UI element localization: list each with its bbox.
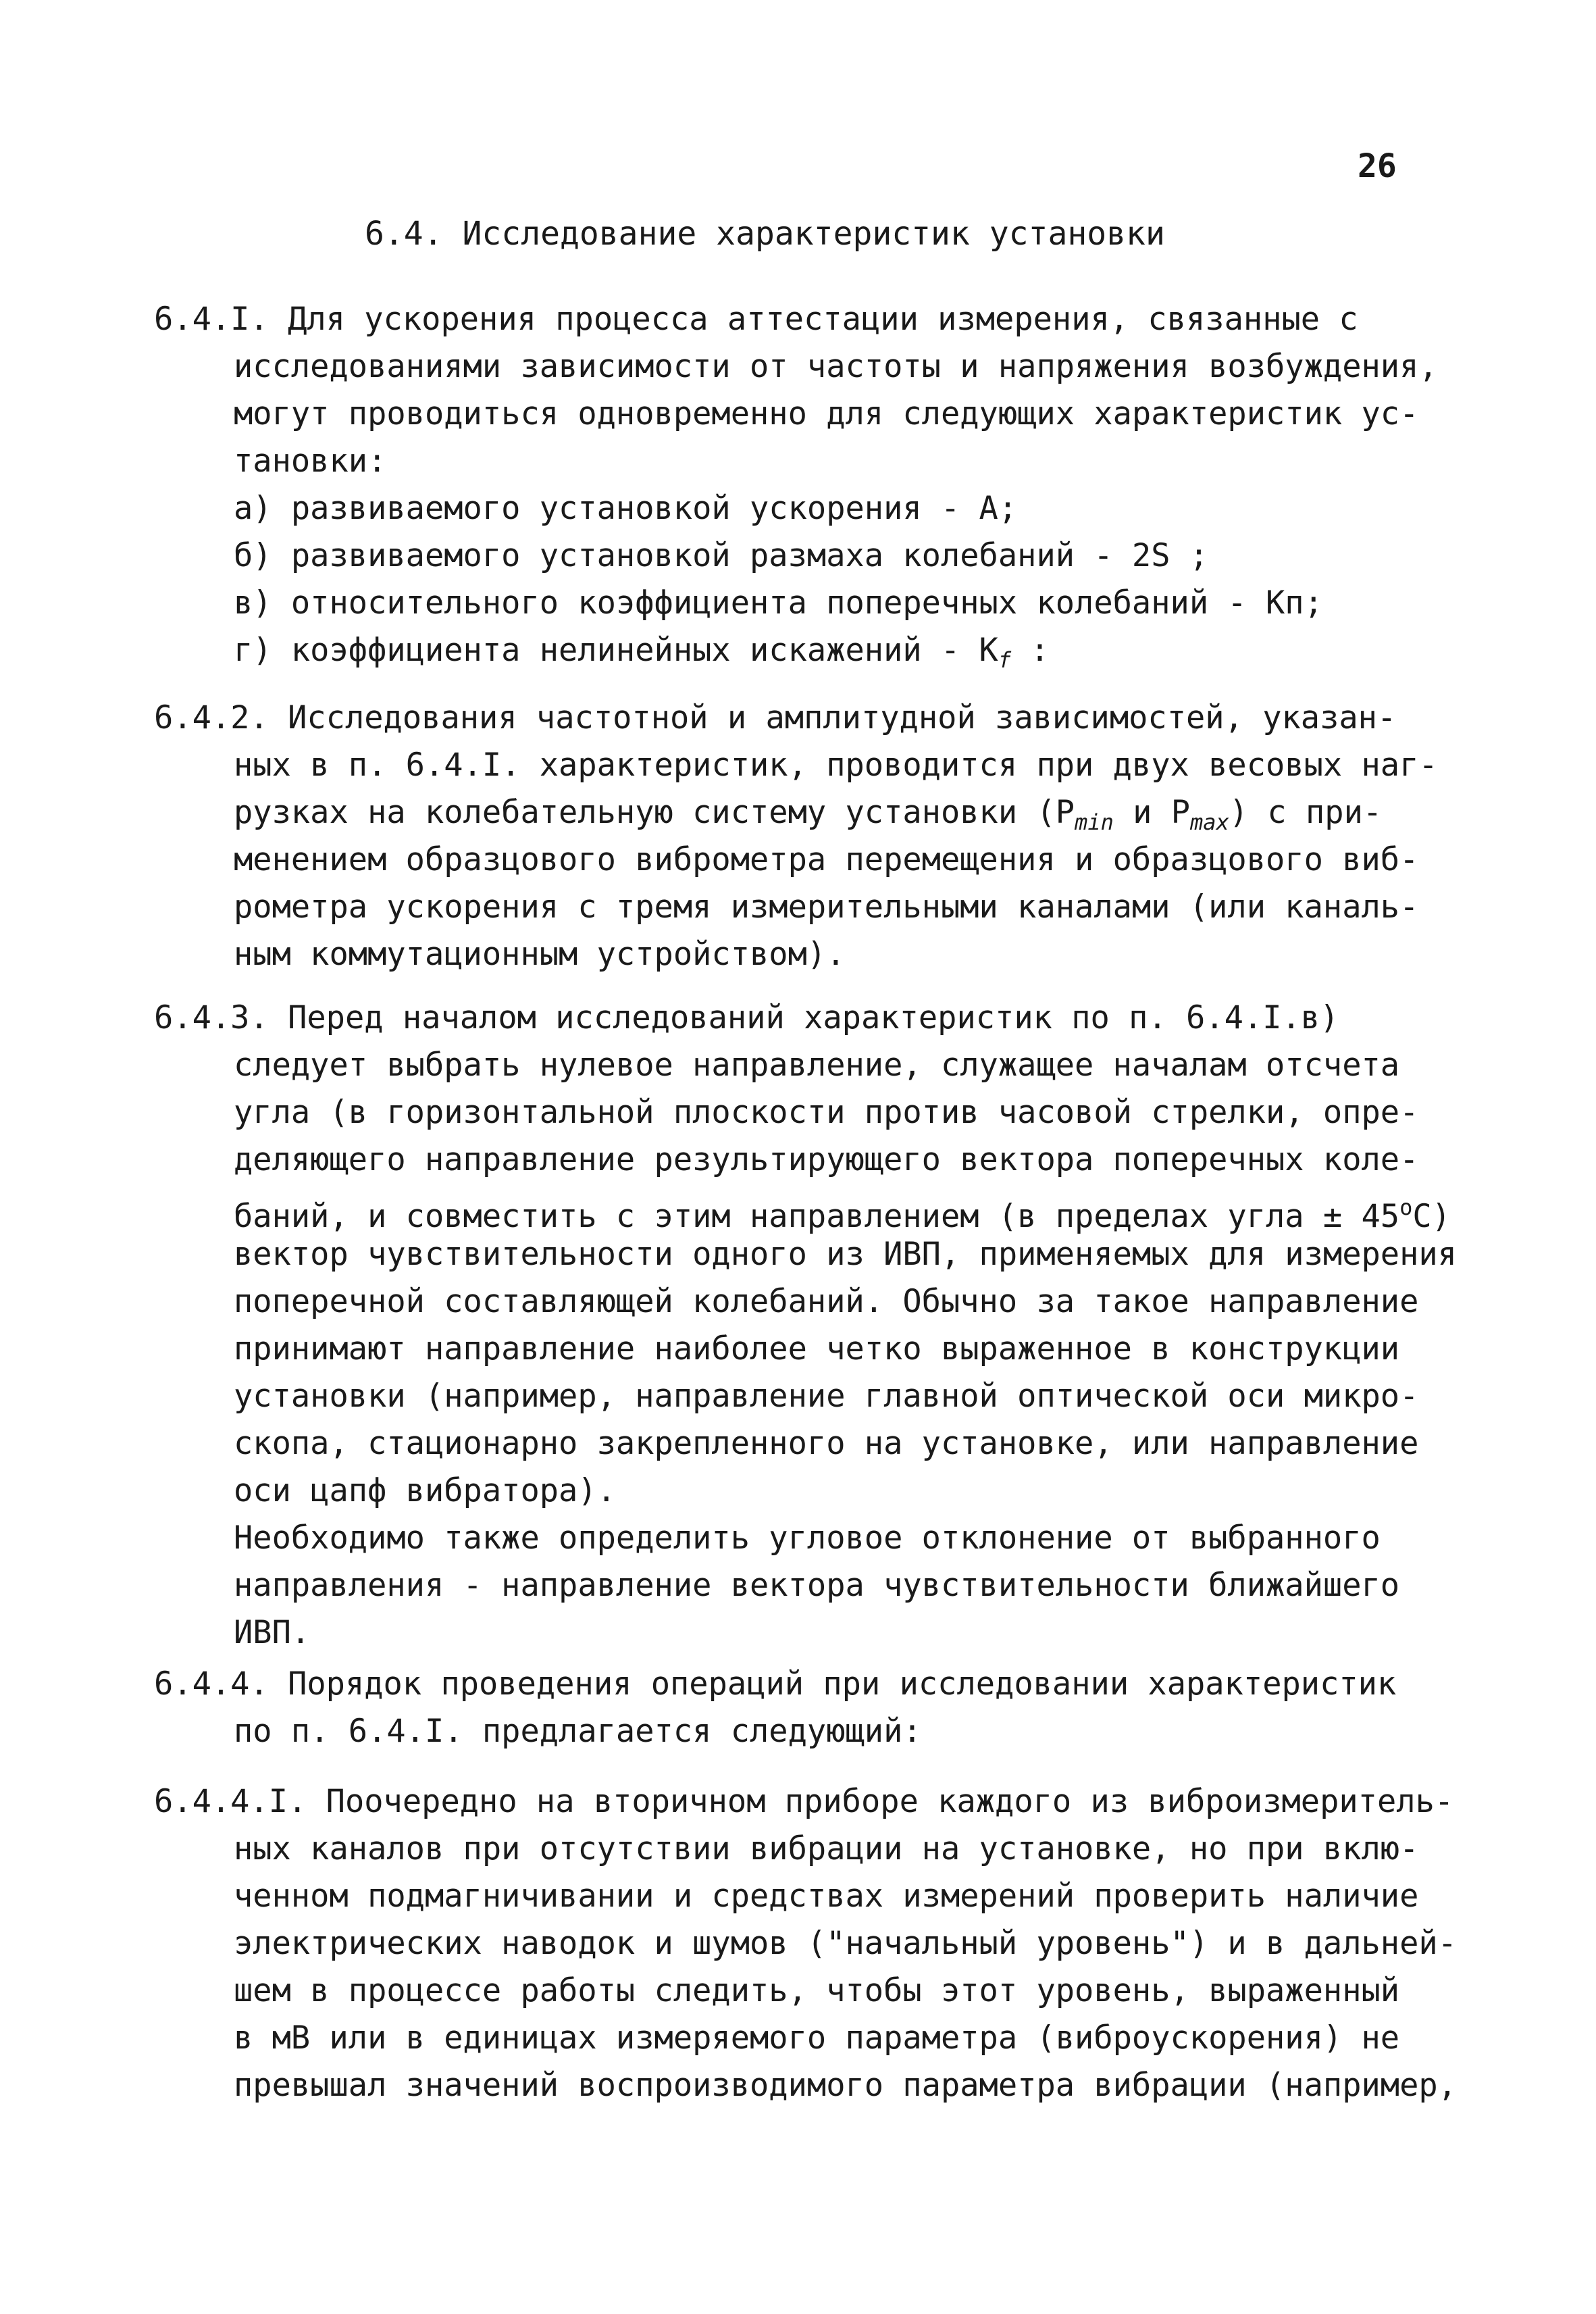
- paragraph-6-4-1: [154, 296, 1478, 674]
- subscript: f: [998, 647, 1012, 673]
- text-line: ченном подмагничивании и средствах измерений проверить наличие: [234, 1878, 1419, 1915]
- text-segment: С): [1412, 1198, 1451, 1235]
- text-line: ных каналов при отсутствии вибрации на установке, но при вклю-: [234, 1830, 1419, 1867]
- text-line-content: Для ускорения процесса аттестации измерения, связанные с: [288, 301, 1358, 338]
- list-item: а) развиваемого установкой ускорения - А;: [234, 490, 1018, 527]
- paragraph-6-4-4-1: [154, 1778, 1478, 2109]
- text-segment: ) с при-: [1229, 794, 1383, 831]
- text-line: ИВП.: [234, 1614, 311, 1651]
- list-item: [154, 627, 1478, 674]
- page-number: 26: [1358, 147, 1397, 185]
- text-line: [154, 1661, 1478, 1708]
- text-line: деляющего направление результирующего вектора поперечных коле-: [234, 1141, 1419, 1178]
- subscript: min: [1075, 809, 1114, 835]
- text-line: установки (например, направление главной оптической оси микро-: [234, 1378, 1419, 1415]
- text-line: [154, 1184, 1478, 1235]
- section-title: 6.4. Исследование характеристик установки: [365, 215, 1165, 253]
- text-line: электрических наводок и шумов ("начальный уровень") и в дальней-: [234, 1925, 1457, 1962]
- superscript: о: [1399, 1194, 1413, 1220]
- text-segment: баний, и совместить с этим направлением (в пределах угла ± 45: [234, 1198, 1400, 1235]
- list-item: б) развиваемого установкой размаха колебаний - 2S ;: [234, 537, 1209, 574]
- paragraph-6-4-4: [154, 1661, 1478, 1755]
- text-line: [154, 995, 1478, 1042]
- text-line: поперечной составляющей колебаний. Обычно за такое направление: [234, 1283, 1419, 1320]
- paragraph-number: 6.4.3.: [154, 999, 269, 1036]
- text-segment: и Р: [1113, 794, 1191, 831]
- text-line: тановки:: [234, 443, 387, 480]
- text-line-content: Порядок проведения операций при исследовании характеристик: [288, 1665, 1397, 1703]
- paragraph-number: 6.4.I.: [154, 301, 269, 338]
- text-line: оси цапф вибратора).: [234, 1472, 616, 1509]
- text-line: исследованиями зависимости от частоты и напряжения возбуждения,: [234, 348, 1438, 385]
- text-line: Необходимо также определить угловое отклонение от выбранного: [234, 1519, 1381, 1557]
- text-line: вектор чувствительности одного из ИВП, применяемых для измерения: [234, 1236, 1457, 1273]
- text-line: направления - направление вектора чувствительности ближайшего: [234, 1567, 1400, 1604]
- text-line: ным коммутационным устройством).: [234, 936, 846, 973]
- text-line-content: Исследования частотной и амплитудной зависимостей, указан-: [288, 699, 1397, 736]
- text-line: менением образцового виброметра перемещения и образцового виб-: [234, 841, 1419, 878]
- list-item: в) относительного коэффициента поперечных колебаний - Кп;: [234, 584, 1323, 622]
- text-segment: рузках на колебательную систему установки (Р: [234, 794, 1075, 831]
- paragraph-number: 6.4.4.I.: [154, 1783, 307, 1820]
- paragraph-6-4-3: [154, 995, 1478, 1657]
- text-line: [154, 789, 1478, 836]
- paragraph-6-4-2: [154, 695, 1478, 978]
- text-line: в мВ или в единицах измеряемого параметра (виброускорения) не: [234, 2019, 1400, 2057]
- text-line-content: Перед началом исследований характеристик по п. 6.4.I.в): [288, 999, 1339, 1036]
- text-line: [154, 695, 1478, 742]
- list-item-text: г) коэффициента нелинейных искажений - К: [234, 632, 998, 669]
- text-line: ных в п. 6.4.I. характеристик, проводится при двух весовых наг-: [234, 747, 1438, 784]
- text-line: [154, 1778, 1478, 1826]
- text-line-content: Поочередно на вторичном приборе каждого из виброизмеритель-: [326, 1783, 1454, 1820]
- paragraph-number: 6.4.2.: [154, 699, 269, 736]
- list-item-tail: :: [1011, 632, 1050, 669]
- text-line: угла (в горизонтальной плоскости против часовой стрелки, опре-: [234, 1094, 1419, 1131]
- text-line: шем в процессе работы следить, чтобы этот уровень, выраженный: [234, 1972, 1400, 2009]
- text-line: по п. 6.4.I. предлагается следующий:: [234, 1713, 922, 1750]
- text-line: следует выбрать нулевое направление, служащее началам отсчета: [234, 1047, 1400, 1084]
- subscript: max: [1190, 809, 1229, 835]
- text-line: могут проводиться одновременно для следующих характеристик ус-: [234, 395, 1419, 432]
- text-line: рометра ускорения с тремя измерительными каналами (или каналь-: [234, 888, 1419, 926]
- text-line: превышал значений воспроизводимого параметра вибрации (например,: [234, 2067, 1457, 2104]
- text-line: [154, 296, 1478, 343]
- text-line: скопа, стационарно закрепленного на установке, или направление: [234, 1425, 1419, 1462]
- paragraph-number: 6.4.4.: [154, 1665, 269, 1703]
- text-line: принимают направление наиболее четко выраженное в конструкции: [234, 1330, 1400, 1367]
